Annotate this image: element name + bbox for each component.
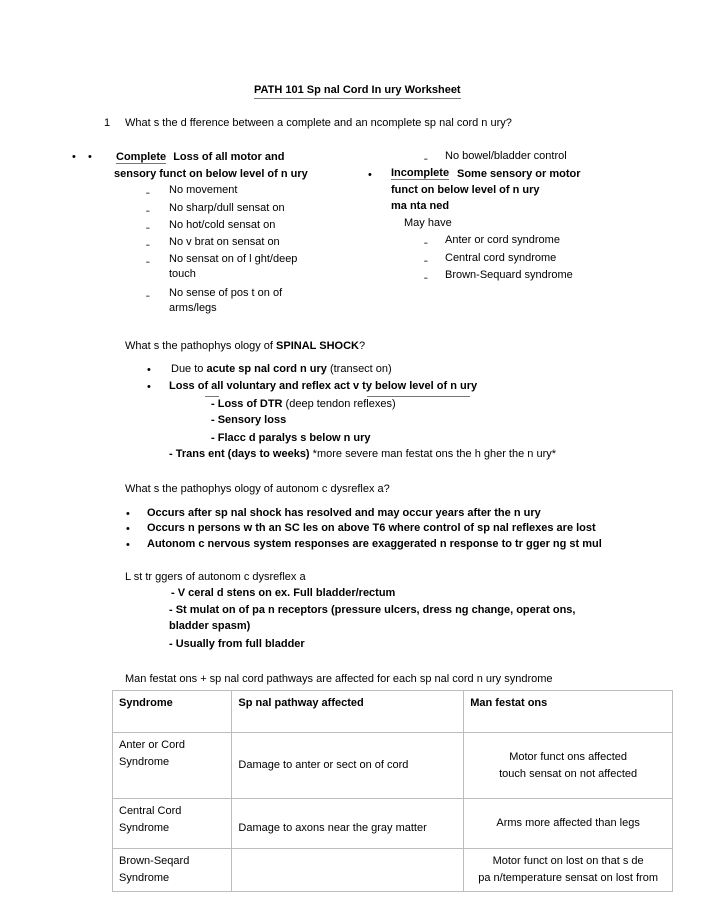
pathway-cell (232, 733, 464, 799)
incomplete-bullet: • (368, 169, 372, 181)
dash: ˗ (146, 186, 150, 198)
trigger-line: - Usually from full bladder (169, 638, 305, 650)
shock-b1-post: (transect on) (326, 363, 392, 375)
dash: ˗ (146, 204, 150, 216)
shock-question (125, 340, 365, 352)
shock-q-suffix: ? (358, 340, 366, 352)
table-row (113, 849, 673, 892)
table-header-row (113, 691, 673, 733)
shock-s1-bold: - Loss of DTR (211, 398, 283, 410)
incomplete-item: Central cord syndrome (445, 252, 557, 264)
shock-s3: - Flacc d paralys s below n ury (211, 432, 371, 444)
shock-s1 (211, 398, 396, 410)
syndrome-cell (113, 733, 232, 799)
complete-item: No sharp/dull sensat on (169, 202, 285, 214)
manifestation-line-1: Motor funct on lost on that s de (492, 855, 644, 867)
incomplete-item: Anter or cord syndrome (445, 234, 560, 246)
ad-bullet: • (126, 523, 130, 535)
ad-bullet: • (126, 508, 130, 520)
shock-s4 (169, 448, 556, 460)
shock-s4-bold: - Trans ent (days to weeks) (169, 448, 310, 460)
syndrome-name-1: Brown-Seqard (119, 855, 190, 867)
complete-desc-2: sensory funct on below level of n ury (114, 168, 308, 180)
complete-item: arms/legs (169, 302, 217, 314)
syndrome-table (112, 690, 673, 892)
header-pathway: Sp nal pathway affected (232, 691, 464, 733)
dash: ˗ (424, 152, 428, 164)
shock-q-bold: SPINAL SHOCK (276, 340, 359, 352)
bowel-bladder-item: No bowel/bladder control (445, 150, 567, 162)
shock-b2-underline (367, 396, 470, 397)
manifestation-line-2: pa n/temperature sensat on lost from (478, 872, 658, 884)
shock-bullet: • (147, 364, 151, 376)
ad-question: What s the pathophys ology of autonom c dysreflex a? (125, 483, 390, 495)
pathway-text: Damage to axons near the gray matter (238, 822, 427, 834)
complete-label: Complete (116, 151, 167, 163)
pathway-cell (232, 849, 464, 892)
trigger-line: - St mulat on of pa n receptors (pressure ulcers, dress ng change, operat ons, (169, 604, 576, 616)
dash: ˗ (424, 236, 428, 248)
complete-item: No v brat on sensat on (169, 236, 280, 248)
complete-desc-1: Loss of all motor and (173, 151, 285, 163)
syndrome-cell (113, 849, 232, 892)
shock-b1-bold: acute sp nal cord n ury (206, 363, 327, 375)
incomplete-desc-1: Some sensory or motor (457, 168, 581, 180)
trigger-line: - V ceral d stens on ex. Full bladder/rectum (171, 587, 396, 599)
shock-bullet: • (147, 381, 151, 393)
syndrome-name-2: Syndrome (119, 822, 170, 834)
page-title: PATH 101 Sp nal Cord In ury Worksheet (254, 84, 461, 99)
syndrome-name-1: Anter or Cord (119, 739, 186, 751)
dash: ˗ (146, 289, 150, 301)
pathway-cell (232, 799, 464, 849)
ad-bullet: • (126, 539, 130, 551)
ad-item: Occurs n persons w th an SC les on above T6 where control of sp nal reflexes are lost (147, 522, 596, 534)
shock-b2-underline (205, 396, 219, 397)
dash: ˗ (146, 238, 150, 250)
complete-item: touch (169, 268, 196, 280)
shock-q-prefix: What s the pathophys ology of (125, 340, 277, 352)
ad-item: Autonom c nervous system responses are exaggerated n response to tr gger ng st mul (147, 538, 602, 550)
dash: ˗ (146, 221, 150, 233)
dash: ˗ (146, 255, 150, 267)
manifestation-line-1: Motor funct ons affected (509, 750, 628, 763)
manifestation-cell (464, 799, 673, 849)
pathway-text: Damage to anter or sect on of cord (238, 759, 409, 771)
incomplete-item: Brown-Sequard syndrome (445, 269, 573, 281)
table-row (113, 733, 673, 799)
incomplete-desc-2: funct on below level of n ury (391, 184, 540, 196)
table-row (113, 799, 673, 849)
syndrome-name-2: Syndrome (119, 872, 170, 884)
q1-number: 1 (104, 117, 111, 129)
header-manifestations: Man festat ons (464, 691, 673, 733)
shock-s2: - Sensory loss (211, 414, 287, 426)
syndrome-name-1: Central Cord (119, 805, 182, 817)
syndrome-cell (113, 799, 232, 849)
may-have: May have (404, 217, 452, 229)
ad-item: Occurs after sp nal shock has resolved and may occur years after the n ury (147, 507, 541, 519)
complete-block (116, 151, 284, 163)
complete-item: No sense of pos t on of (169, 287, 283, 299)
shock-b2: Loss of all voluntary and reflex act v ty below level of n ury (169, 380, 478, 392)
header-syndrome: Syndrome (113, 691, 232, 733)
incomplete-desc-3: ma nta ned (391, 200, 450, 212)
triggers-heading: L st tr ggers of autonom c dysreflex a (125, 571, 306, 583)
shock-s4-post: *more severe man festat ons the h gher the n ury* (309, 448, 557, 460)
complete-item: No hot/cold sensat on (169, 219, 276, 231)
manifestation-line-2: touch sensat on not affected (499, 767, 638, 780)
shock-s1-post: (deep tendon reflexes) (282, 398, 396, 410)
incomplete-label: Incomplete (391, 167, 450, 179)
manifestation-cell (464, 849, 673, 892)
manifestation-line-1: Arms more affected than legs (496, 817, 640, 829)
complete-item: No movement (169, 184, 238, 196)
manifestation-cell (464, 733, 673, 799)
syndrome-name-2: Syndrome (119, 756, 170, 768)
dash: ˗ (424, 254, 428, 266)
trigger-line: bladder spasm) (169, 620, 251, 632)
shock-b1-pre: Due to (171, 363, 207, 375)
complete-item: No sensat on of l ght/deep (169, 253, 298, 265)
dash: ˗ (424, 271, 428, 283)
table-intro: Man festat ons + sp nal cord pathways are affected for each sp nal cord n ury syndrome (125, 673, 553, 685)
complete-bullet: • (88, 151, 92, 163)
q1-text: What s the d fference between a complete and an ncomplete sp nal cord n ury? (125, 117, 512, 129)
shock-b1 (171, 363, 392, 375)
